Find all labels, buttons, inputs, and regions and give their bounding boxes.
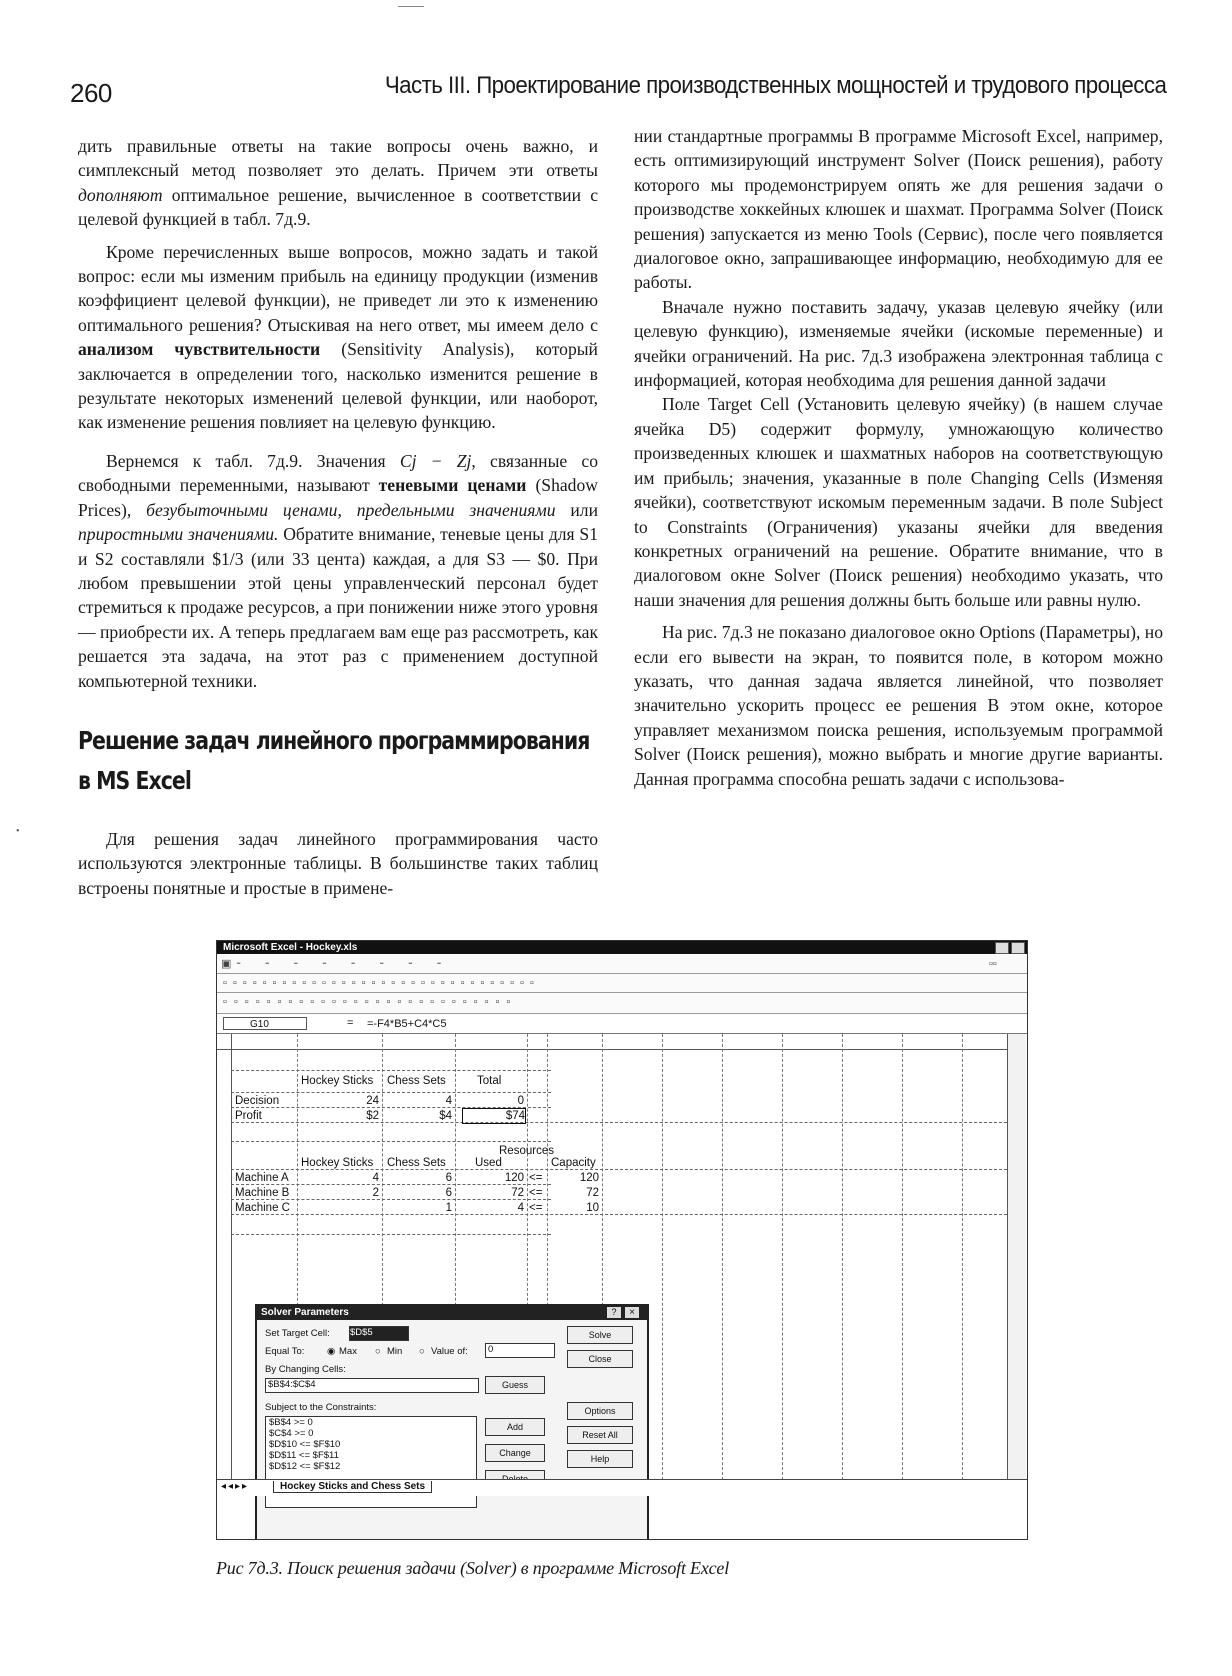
paragraph: Вначале нужно поставить задачу, указав целевую ячейку (или целевую функцию), изменяемые ячейки (искомые переменные) и ячейки ограничений. На рис. 7д.3 изображена электронная таблица с информацией, которая необходима для решения данной задачи [634, 296, 1163, 391]
paragraph: Для решения задач линейного программирования часто используются электронные таблицы. В большинстве таких таблиц встроены понятные и простые в примене- [78, 828, 598, 898]
guess-button[interactable]: Guess [485, 1376, 545, 1394]
paragraph: На рис. 7д.3 не показано диалоговое окно Options (Параметры), но если его вывести на экран, то появится поле, в котором можно указать, что данная задача является линейной, что позволяет значительно ускорить процесс ее решения В этом окне, которое управляет механизмом поиска решения, используемым программой Solver (Поиск решения), можно выбрать и многие другие варианты. Данная программа способна решать задачи с использова- [634, 622, 1163, 789]
paragraph [78, 240, 598, 435]
status-bar [217, 1497, 1027, 1537]
min-radio-icon[interactable]: ○ [375, 1346, 381, 1357]
list-item[interactable]: $C$4 >= 0 [269, 1428, 314, 1439]
solve-button[interactable]: Solve [567, 1326, 633, 1344]
table-cell[interactable]: 1 [445, 1202, 452, 1214]
column-header: Hockey Sticks [301, 1157, 374, 1169]
formula-text[interactable]: =-F4*B5+C4*C5 [367, 1018, 447, 1030]
reset-all-button[interactable]: Reset All [567, 1426, 633, 1444]
worksheet-grid[interactable] [217, 1034, 1007, 1480]
change-button[interactable]: Change [485, 1444, 545, 1462]
table-cell[interactable]: 72 [511, 1187, 524, 1199]
row-label: Machine A [235, 1172, 289, 1184]
text: Кроме перечисленных выше вопросов, можно задать и такой вопрос: если мы изменим прибыль на единицу продукции (изменив коэффициент целевой функции), не приведет ли это к изменению оптимального решения? Отыскивая на него ответ, мы имеем дело с [78, 241, 598, 335]
row-label: Decision [235, 1095, 280, 1107]
table-cell[interactable]: 72 [586, 1187, 599, 1199]
excel-icon: ▣ [221, 958, 232, 970]
constraints-label: Subject to the Constraints: [265, 1402, 377, 1413]
changing-cells-label: By Changing Cells: [265, 1364, 346, 1375]
window-controls-icon[interactable]: ▫▫ [989, 958, 997, 970]
group-header: Resources [499, 1145, 554, 1157]
menu-items-icon[interactable]: ╴╴╴╴╴╴╴╴ [237, 958, 466, 970]
operator-cell[interactable]: <= [529, 1187, 543, 1199]
equals-icon: = [347, 1017, 354, 1029]
format-buttons-icon[interactable]: ▫▫▫▫▫▫▫▫▫▫▫▫▫▫▫▫▫▫▫▫▫▫▫▫▫▫▫ [223, 996, 518, 1008]
equal-to-label: Equal To: [265, 1346, 305, 1357]
max-radio-icon[interactable]: ◉ [327, 1346, 336, 1357]
top-mark [398, 6, 424, 7]
list-item[interactable]: $D$12 <= $F$12 [269, 1461, 341, 1472]
table-cell[interactable]: 4 [372, 1172, 379, 1184]
figure-caption: Рис 7д.3. Поиск решения задачи (Solver) в программе Microsoft Excel [216, 1558, 730, 1578]
table-cell[interactable]: 0 [517, 1095, 524, 1107]
emphasis: дополняют [78, 184, 163, 205]
target-cell-label: Set Target Cell: [265, 1328, 330, 1339]
close-button[interactable] [1011, 942, 1025, 954]
restore-button[interactable] [995, 942, 1009, 954]
operator-cell[interactable]: <= [529, 1172, 543, 1184]
column-header: Chess Sets [387, 1157, 446, 1169]
value-of-input[interactable]: 0 [485, 1343, 555, 1358]
table-cell[interactable]: 120 [504, 1172, 524, 1184]
operator-cell[interactable]: <= [529, 1202, 543, 1214]
formula: Cj − Zj [399, 450, 472, 471]
table-cell[interactable]: 10 [586, 1202, 599, 1214]
table-cell[interactable]: 120 [579, 1172, 599, 1184]
right-column [634, 124, 1163, 791]
close-icon[interactable]: × [625, 1307, 639, 1318]
emphasis: безубыточными ценами, предельными значениями [146, 499, 556, 520]
help-icon[interactable]: ? [607, 1307, 621, 1318]
changing-cells-input[interactable]: $B$4:$C$4 [265, 1378, 479, 1393]
value-radio-icon[interactable]: ○ [419, 1346, 425, 1357]
dialog-title: Solver Parameters [261, 1307, 349, 1318]
excel-screenshot [216, 940, 1028, 1540]
bold-term: анализом чувствительности [78, 339, 321, 360]
sheet-tab[interactable]: Hockey Sticks and Chess Sets [273, 1481, 432, 1493]
paragraph: нии стандартные программы В программе Microsoft Excel, например, есть оптимизирующий инструмент Solver (Поиск решения), работу которого мы продемонстрируем опять же для решения задачи о производстве хоккейных клюшек и шахмат. Программа Solver (Поиск решения) запускается из меню Tools (Сервис), после чего появляется диалоговое окно, запрашивающее информацию, необходимую для ее работы. [634, 126, 1163, 293]
section-heading [78, 721, 590, 801]
paragraph: Поле Target Cell (Установить целевую ячейку) (в нашем случае ячейка D5) содержит формулу, умножающую количество произведенных клюшек и шахматных наборов на соответствующую им прибыль; значения, указанные в поле Changing Cells (Изменяя ячейки), соответствуют искомым переменным задачи. В поле Subject to Constraints (Ограничения) указаны ячейки для введения конкретных ограничений на решение. Обратите внимание, что в диалоговом окне Solver (Поиск решения) необходимо указать, что наши значения для решения должны быть больше или равны нулю. [634, 394, 1163, 610]
heading-line: Решение задач линейного программирования [78, 725, 590, 755]
dialog-title-bar[interactable] [257, 1306, 647, 1320]
text: (Shadow Prices), [78, 475, 598, 520]
toolbar-buttons-icon[interactable]: ▫▫▫▫▫▫▫▫▫▫▫▫▫▫▫▫▫▫▫▫▫▫▫▫▫▫▫▫▫▫▫▫ [223, 977, 540, 989]
vertical-scrollbar[interactable] [1007, 1034, 1026, 1480]
name-box[interactable]: G10 [223, 1017, 307, 1030]
table-cell[interactable]: 24 [366, 1095, 379, 1107]
table-cell[interactable]: $4 [439, 1110, 452, 1122]
selected-cell[interactable]: $74 [462, 1108, 526, 1124]
column-header: Used [475, 1157, 502, 1169]
tab-scroll-icon[interactable]: ◂◂▸▸ [221, 1481, 250, 1492]
column-header: Hockey Sticks [301, 1075, 374, 1087]
column-header: Capacity [551, 1157, 596, 1169]
text: (Sensitivity Analysis), который заключается в определении того, насколько изменится решение в результате некоторых изменений целевой функции, или наоборот, как изменение решения повлияет на целевую функцию. [78, 339, 598, 433]
page-number: 260 [70, 78, 112, 108]
row-label: Profit [235, 1110, 262, 1122]
sheet-tab-bar[interactable] [217, 1479, 1027, 1496]
text: или [570, 499, 598, 520]
text: , связанные со свободными переменными, называют [78, 450, 599, 496]
close-button[interactable]: Close [567, 1350, 633, 1368]
menu-bar[interactable] [217, 955, 1027, 974]
emphasis: приростными значениями. [78, 524, 279, 545]
text: Обратите внимание, теневые цены для S1 и S2 составляли $1/3 (или 33 цента) каждая, а для S3 — $0. При любом превышении этой цены управленческий персонал будет стремиться к продаже ресурсов, а при понижении ниже этого уровня — приобрести их. А теперь предлагаем вам еще раз рассмотреть, как решается эта задача, на этот раз с применением доступной компьютерной техники. [78, 524, 598, 691]
row-label: Machine C [235, 1202, 290, 1214]
left-column [78, 134, 598, 900]
target-cell-input[interactable]: $D$5 [349, 1326, 409, 1341]
table-cell[interactable]: 6 [445, 1187, 452, 1199]
standard-toolbar[interactable] [217, 974, 1027, 993]
help-button[interactable]: Help [567, 1450, 633, 1468]
list-item[interactable]: $D$11 <= $F$11 [269, 1450, 339, 1461]
value-of-option[interactable]: Value of: [431, 1346, 468, 1357]
list-item[interactable]: $D$10 <= $F$10 [269, 1439, 341, 1450]
formatting-toolbar[interactable] [217, 993, 1027, 1014]
row-label: Machine B [235, 1187, 290, 1199]
table-cell[interactable]: 2 [372, 1187, 379, 1199]
paragraph [78, 134, 598, 232]
list-item[interactable]: $B$4 >= 0 [269, 1417, 313, 1428]
options-button[interactable]: Options [567, 1402, 633, 1420]
text: дить правильные ответы на такие вопросы очень важно, и симплексный метод позволяет это делать. Причем эти ответы [78, 136, 598, 181]
add-button[interactable]: Add [485, 1418, 545, 1436]
max-option[interactable]: Max [339, 1346, 357, 1357]
table-cell[interactable]: 4 [445, 1095, 452, 1107]
running-header: Часть III. Проектирование производственных мощностей и трудового процесса [384, 72, 1166, 99]
text: Вернемся к табл. 7д.9. Значения [106, 450, 386, 471]
table-cell[interactable]: 4 [517, 1202, 524, 1214]
text: оптимальное решение, вычисленное в соответствии с целевой функцией в табл. 7д.9. [78, 184, 599, 230]
column-header: Total [477, 1075, 502, 1087]
paragraph [78, 449, 598, 693]
window-title-bar[interactable] [217, 941, 1027, 954]
table-cell[interactable]: 6 [445, 1172, 452, 1184]
heading-line: в MS Excel [78, 765, 191, 795]
column-header: Chess Sets [387, 1075, 446, 1087]
window-title: Microsoft Excel - Hockey.xls [223, 942, 358, 953]
min-option[interactable]: Min [387, 1346, 403, 1357]
margin-mark: • [16, 826, 20, 837]
formula-bar [217, 1015, 1027, 1034]
table-cell[interactable]: $2 [366, 1110, 379, 1122]
bold-term: теневыми ценами [378, 475, 527, 496]
